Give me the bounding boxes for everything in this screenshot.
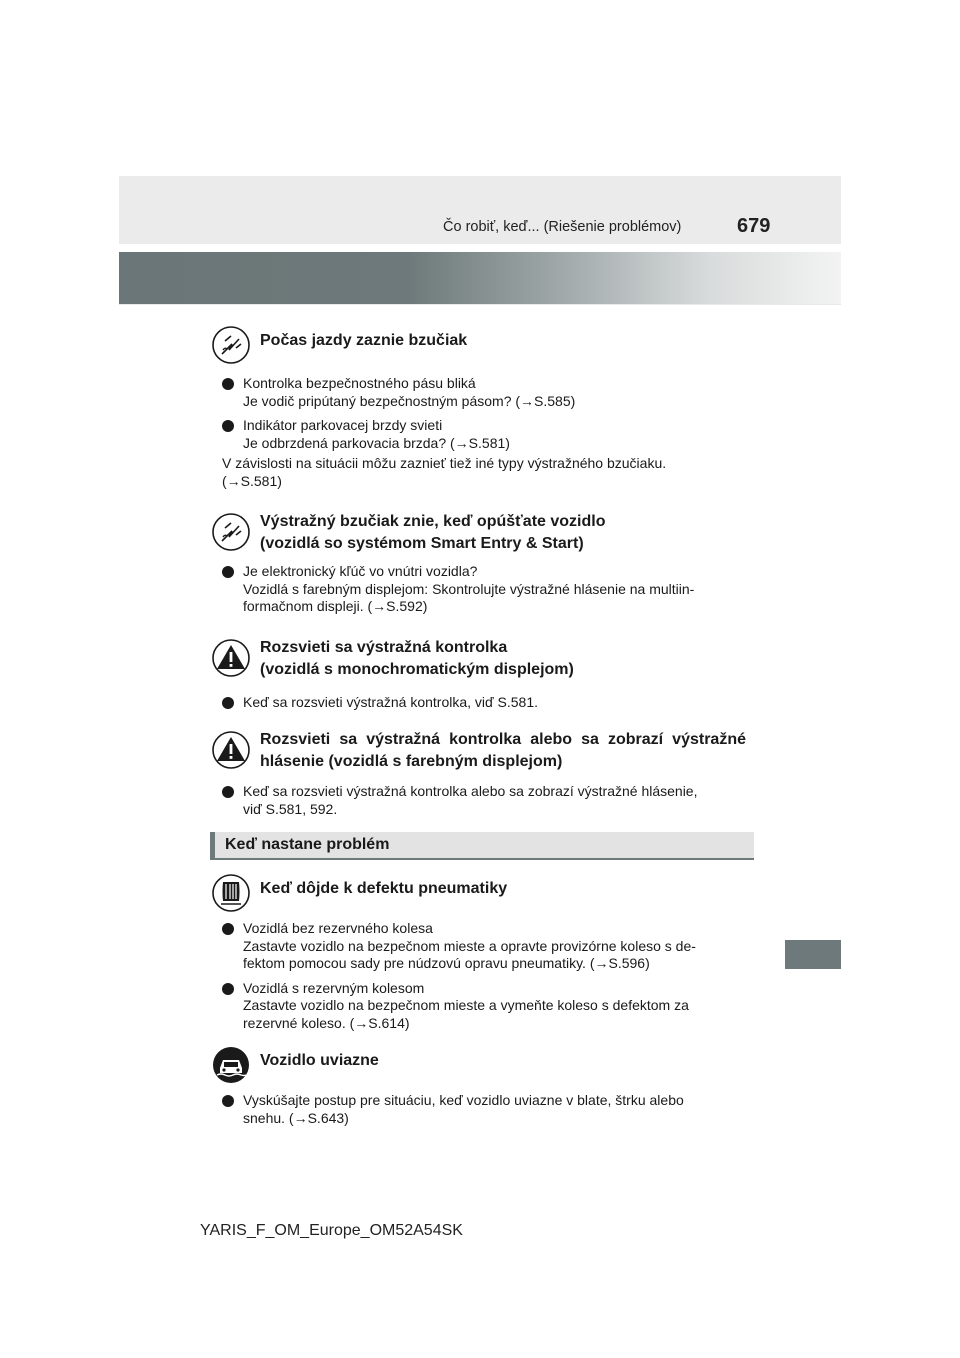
bullet-dot bbox=[222, 697, 234, 709]
bullet-text: Keď sa rozsvieti výstražná kontrolka, viď S.581. bbox=[243, 693, 538, 710]
section-title: Počas jazdy zaznie bzučiak bbox=[260, 332, 468, 349]
section-title bbox=[260, 627, 746, 681]
flat-tire-icon bbox=[212, 874, 250, 912]
section-heading bbox=[212, 501, 746, 555]
bullet-text: viď S.581, 592. bbox=[243, 800, 338, 817]
section-heading bbox=[212, 719, 746, 773]
page-number: 679 bbox=[737, 215, 771, 237]
bullet-text: Zastavte vozidlo na bezpečnom mieste a opravte provizórne koleso s de- bbox=[243, 937, 696, 954]
buzzer-icon bbox=[212, 513, 250, 551]
list-item bbox=[212, 783, 746, 818]
section-title bbox=[260, 719, 746, 773]
bullet-text: Vozidlá s rezervným kolesom bbox=[243, 979, 425, 996]
title-line: (vozidlá so systémom Smart Entry & Start) bbox=[260, 535, 584, 552]
bullet-text: Keď sa rozsvieti výstražná kontrolka alebo sa zobrazí výstražné hlásenie, bbox=[243, 783, 698, 799]
section-buzzer-driving bbox=[212, 320, 746, 490]
section-title: Vozidlo uviazne bbox=[260, 1052, 379, 1069]
section-heading bbox=[212, 627, 746, 681]
bullet-dot bbox=[222, 923, 234, 935]
section-warning-mono bbox=[212, 627, 746, 712]
buzzer-icon bbox=[212, 326, 250, 364]
bullet-text: Kontrolka bezpečnostného pásu bliká bbox=[243, 375, 476, 391]
title-line: (vozidlá s monochromatickým displejom) bbox=[260, 660, 574, 678]
title-line: hlásenie (vozidlá s farebným displejom) bbox=[260, 753, 563, 770]
note-text: V závislosti na situácii môžu zaznieť tiež iné typy výstražného bzučiaku. bbox=[222, 455, 667, 471]
chapter-banner bbox=[119, 252, 841, 304]
section-heading bbox=[212, 868, 746, 908]
section-heading bbox=[212, 320, 746, 360]
footer-document-id: YARIS_F_OM_Europe_OM52A54SK bbox=[200, 1222, 463, 1239]
main-content bbox=[212, 320, 746, 1127]
list-item bbox=[212, 694, 746, 712]
bullet-dot bbox=[222, 786, 234, 798]
note bbox=[212, 455, 746, 490]
bullet-text: rezervné koleso. (→S.614) bbox=[243, 1014, 410, 1031]
warning-triangle-icon bbox=[212, 731, 250, 769]
bullet-dot bbox=[222, 566, 234, 578]
bar-heading-text: Keď nastane problém bbox=[225, 836, 390, 853]
title-line: Rozsvieti sa výstražná kontrolka alebo sa zobrazí výstražné bbox=[260, 731, 746, 748]
bullet-text: Zastavte vozidlo na bezpečnom mieste a vymeňte koleso s defektom za bbox=[243, 997, 689, 1013]
bullet-text: Indikátor parkovacej brzdy svieti bbox=[243, 417, 443, 433]
title-line: Rozsvieti sa výstražná kontrolka bbox=[260, 638, 508, 656]
section-stuck-vehicle bbox=[212, 1040, 746, 1127]
bullet-dot bbox=[222, 420, 234, 432]
bullet-text: Vozidlá bez rezervného kolesa bbox=[243, 920, 433, 936]
section-heading bbox=[212, 1040, 746, 1080]
page-subtitle: Čo robiť, keď... (Riešenie problémov) bbox=[443, 219, 682, 235]
bullet-text: snehu. (→S.643) bbox=[243, 1109, 349, 1126]
section-title: Keď dôjde k defektu pneumatiky bbox=[260, 880, 508, 897]
warning-triangle-icon bbox=[212, 639, 250, 677]
bullet-text: Vyskúšajte postup pre situáciu, keď vozidlo uviazne v blate, štrku alebo bbox=[243, 1092, 684, 1108]
list-item bbox=[212, 1092, 746, 1127]
section-bar-heading bbox=[210, 832, 754, 860]
list-item bbox=[212, 920, 746, 973]
stuck-vehicle-icon bbox=[212, 1046, 250, 1084]
bullet-dot bbox=[222, 983, 234, 995]
divider bbox=[119, 304, 841, 305]
bullet-text: fektom pomocou sady pre núdzovú opravu pneumatiky. (→S.596) bbox=[243, 955, 650, 971]
bullet-text: Je vodič pripútaný bezpečnostným pásom? (→S.585) bbox=[243, 392, 576, 409]
bullet-dot bbox=[222, 1095, 234, 1107]
bullet-text: Vozidlá s farebným displejom: Skontrolujte výstražné hlásenie na multiin- bbox=[243, 580, 695, 597]
list-item bbox=[212, 417, 746, 452]
list-item bbox=[212, 375, 746, 410]
bullet-text: Je odbrzdená parkovacia brzda? (→S.581) bbox=[243, 434, 510, 451]
chapter-tab bbox=[785, 940, 841, 969]
bullet-dot bbox=[222, 378, 234, 390]
list-item bbox=[212, 980, 746, 1033]
list-item bbox=[212, 563, 746, 616]
title-line: Výstražný bzučiak znie, keď opúšťate vozidlo bbox=[260, 513, 606, 530]
section-title bbox=[260, 501, 746, 555]
bullet-text: Je elektronický kľúč vo vnútri vozidla? bbox=[243, 563, 478, 579]
bullet-text: formačnom displeji. (→S.592) bbox=[243, 598, 428, 614]
section-flat-tire bbox=[212, 868, 746, 1032]
section-warning-color bbox=[212, 719, 746, 818]
section-buzzer-leaving bbox=[212, 501, 746, 616]
note-text: (→S.581) bbox=[222, 472, 282, 489]
